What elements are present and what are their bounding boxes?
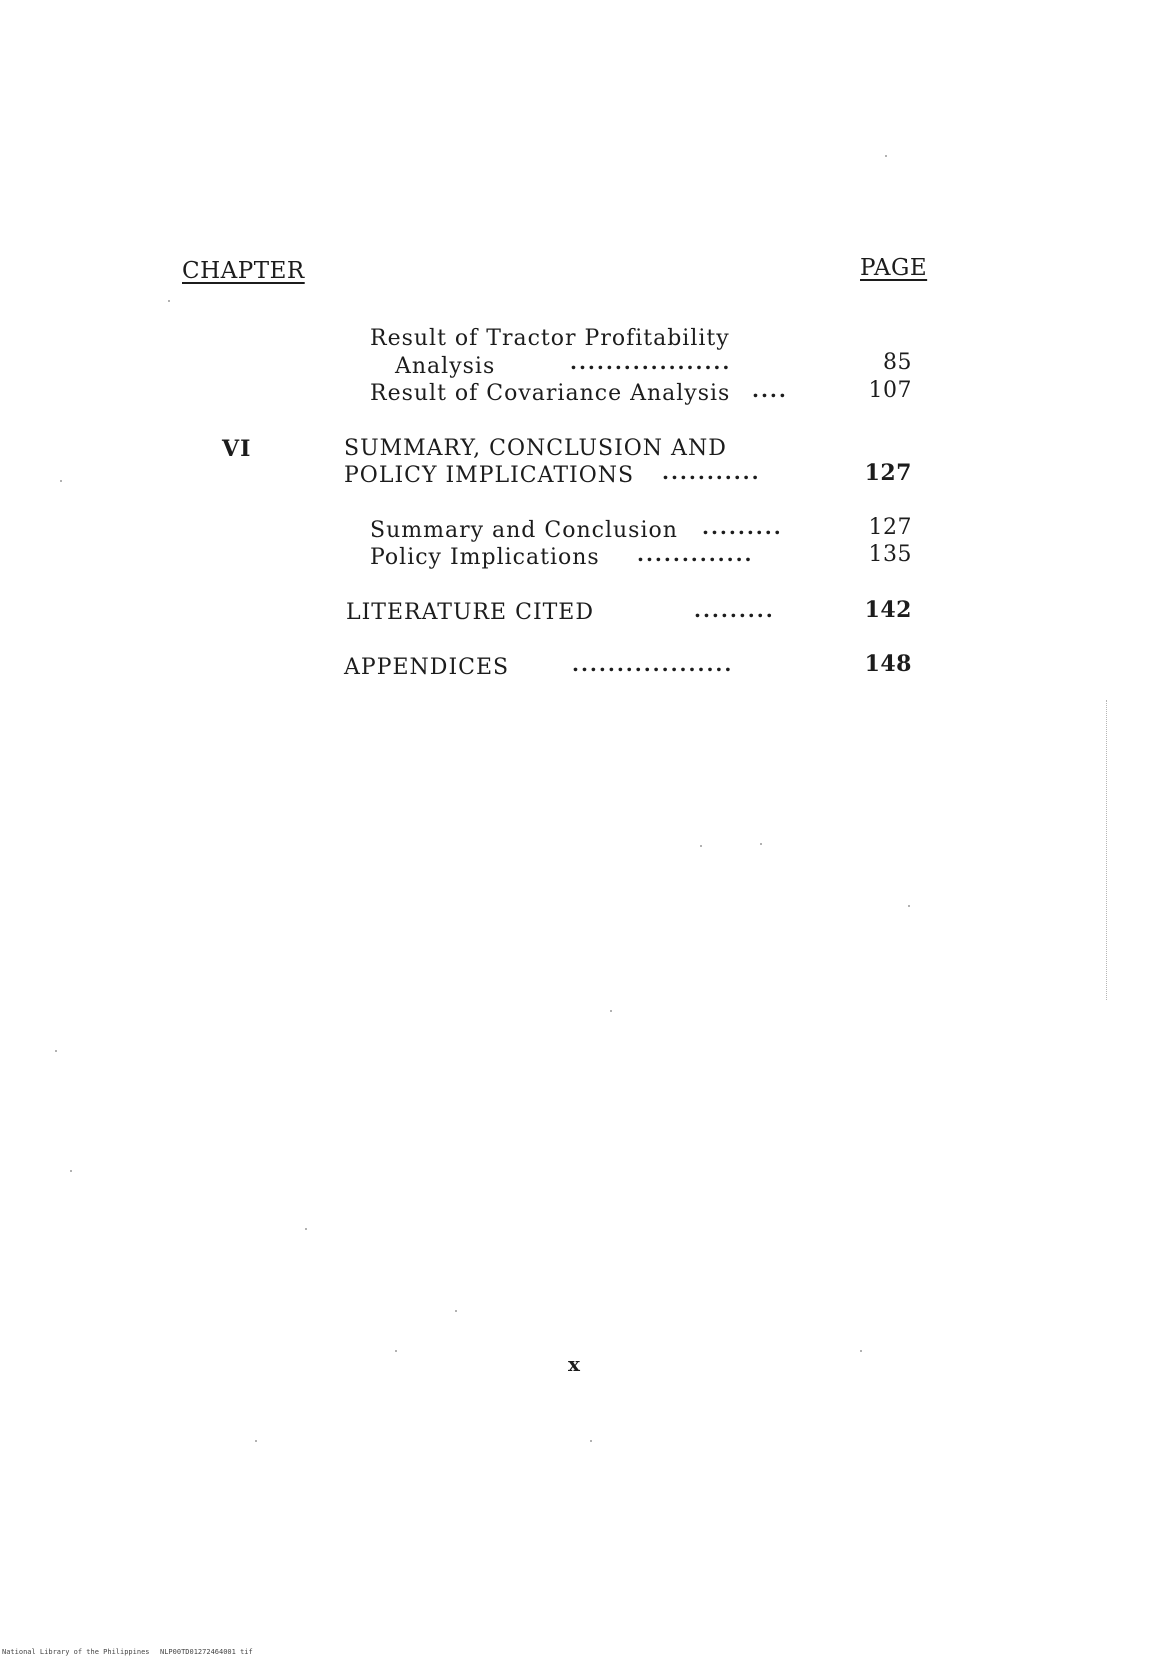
toc-leader-dots: ..................: [572, 652, 734, 676]
toc-page-tractor: 85: [883, 350, 912, 375]
scan-footer-left: National Library of the Philippines: [2, 1648, 150, 1656]
toc-chapter-vi-line1: SUMMARY, CONCLUSION AND: [344, 436, 727, 461]
scan-speck: [168, 300, 170, 302]
toc-leader-dots: .............: [637, 542, 754, 566]
page-column-header: PAGE: [860, 255, 928, 281]
scan-speck: [908, 905, 910, 907]
scan-speck: [455, 1310, 457, 1312]
toc-leader-dots: ..................: [570, 350, 732, 374]
toc-leader-dots: ...........: [662, 460, 761, 484]
chapter-number: VI: [222, 436, 252, 462]
scan-footer-right: NLP00TD01272464001 tif: [160, 1648, 253, 1656]
scan-speck: [305, 1228, 307, 1230]
scan-speck: [590, 1440, 592, 1442]
toc-entry-policy: Policy Implications: [370, 545, 600, 570]
toc-entry-covariance: Result of Covariance Analysis: [370, 381, 731, 406]
page-number: x: [568, 1352, 580, 1376]
scan-speck: [860, 1350, 862, 1352]
toc-entry-tractor-line2: Analysis: [395, 354, 496, 379]
toc-page-appendices: 148: [864, 651, 912, 677]
scan-speck: [885, 155, 887, 157]
scan-speck: [395, 1350, 397, 1352]
chapter-column-header: CHAPTER: [182, 258, 305, 284]
toc-page-covariance: 107: [868, 378, 912, 403]
toc-page-chapter-vi: 127: [864, 460, 912, 486]
toc-entry-tractor-line1: Result of Tractor Profitability: [370, 326, 730, 351]
toc-entry-literature: LITERATURE CITED: [346, 600, 595, 625]
scan-speck: [610, 1010, 612, 1012]
toc-page-summary: 127: [868, 515, 912, 540]
toc-entry-summary: Summary and Conclusion: [370, 518, 678, 543]
toc-page-policy: 135: [868, 542, 912, 567]
scan-speck: [255, 1440, 257, 1442]
toc-page-literature: 142: [864, 597, 912, 623]
scan-speck: [70, 1170, 72, 1172]
toc-leader-dots: ....: [752, 378, 788, 402]
scan-speck: [55, 1050, 57, 1052]
scan-edge-line: [1106, 700, 1107, 1000]
toc-chapter-vi-line2: POLICY IMPLICATIONS: [344, 463, 635, 488]
toc-leader-dots: .........: [702, 515, 783, 539]
scan-speck: [760, 843, 762, 845]
toc-entry-appendices: APPENDICES: [344, 655, 510, 680]
scan-speck: [700, 845, 702, 847]
scan-speck: [60, 480, 62, 482]
toc-leader-dots: .........: [694, 598, 775, 622]
